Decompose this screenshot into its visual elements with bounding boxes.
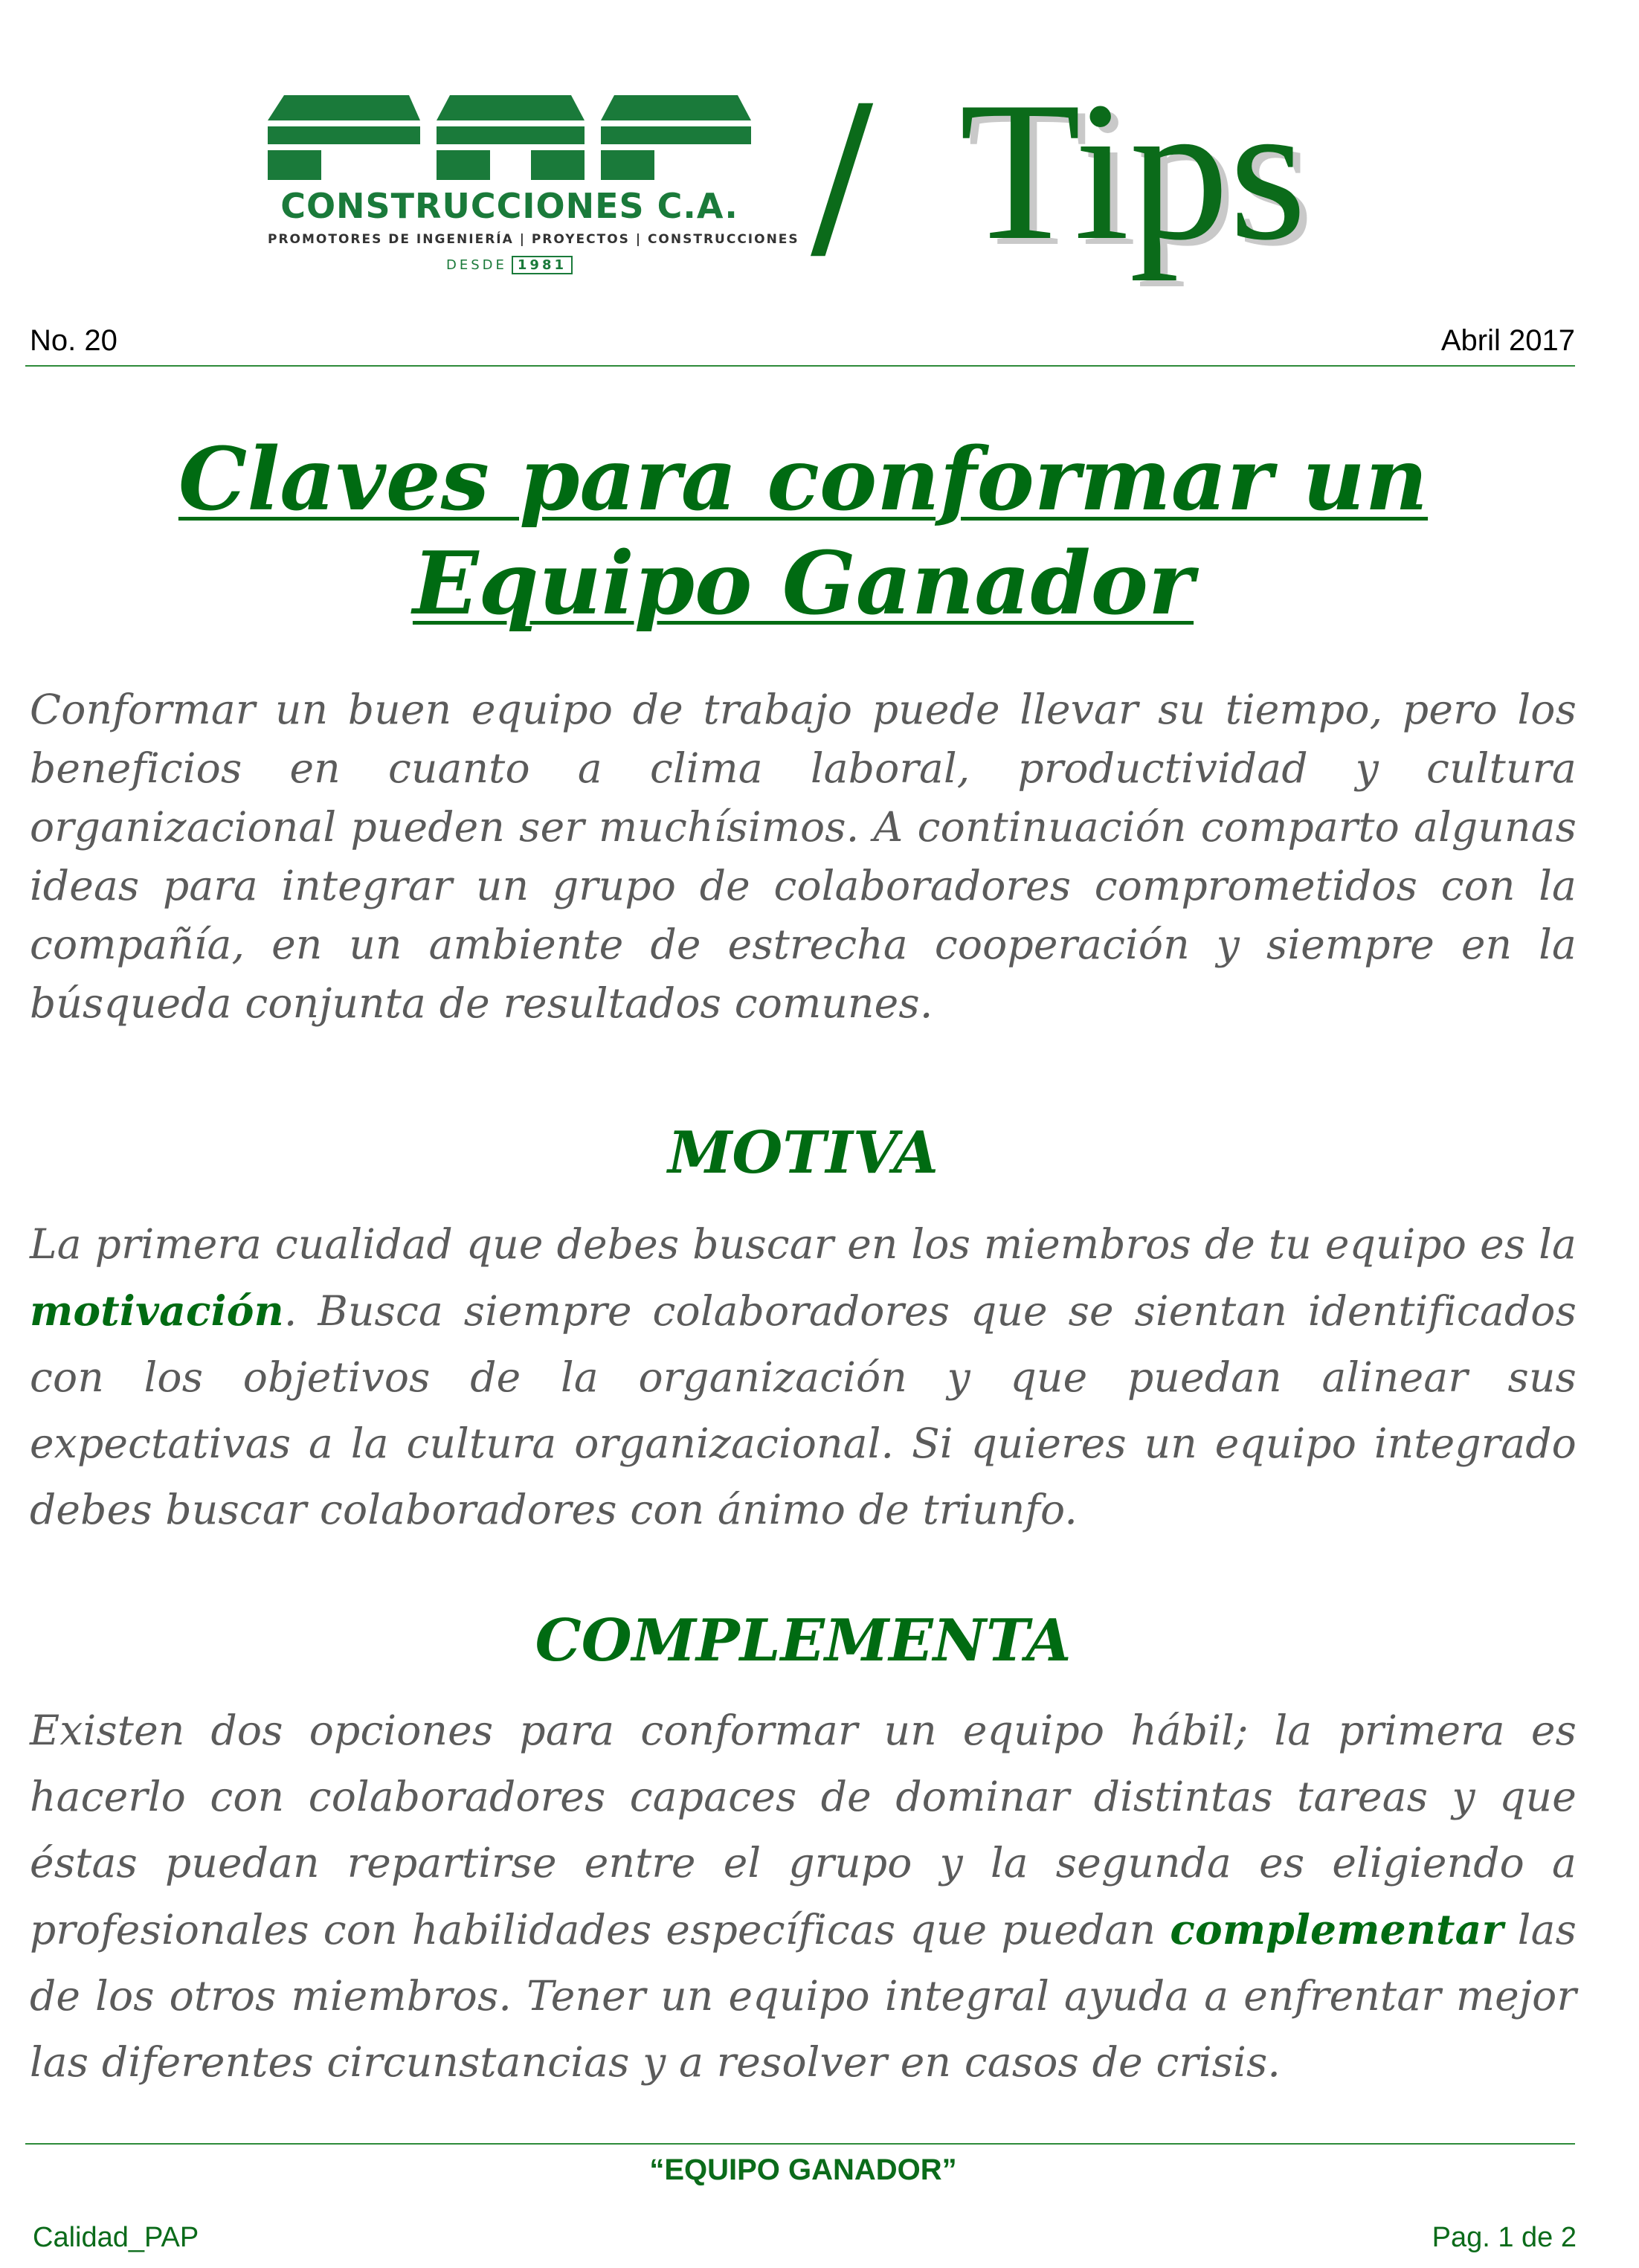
logo-tagline: PROMOTORES DE INGENIERÍA | PROYECTOS | CONSTRUCCIONES — [268, 232, 799, 247]
intro-paragraph: Conformar un buen equipo de trabajo puede llevar su tiempo, pero los beneficios en cuanto a clima laboral, productividad y cultura organizacional pueden ser muchísimos. A continuación comparto algunas ideas para integrar un grupo de colaboradores comprometidos con la compañía, en un ambiente de estrecha cooperación y siempre en la búsqueda conjunta de resultados comunes. — [30, 686, 1577, 1027]
header-divider — [25, 365, 1575, 367]
article-title — [30, 428, 1577, 636]
section-heading-motiva: MOTIVA — [668, 1119, 938, 1187]
footer-divider — [25, 2143, 1575, 2145]
issue-number: No. 20 — [30, 324, 117, 357]
footer-department: Calidad_PAP — [33, 2222, 199, 2253]
highlight-keyword: complementar — [1170, 1905, 1504, 1953]
company-logo — [268, 95, 799, 281]
section-paragraph-motiva — [30, 1211, 1577, 1543]
article-title-line-2: Equipo Ganador — [412, 533, 1194, 634]
issue-date: Abril 2017 — [1440, 324, 1575, 357]
page-number: Pag. 1 de 2 — [1432, 2222, 1577, 2253]
logo-since-year: 1981 — [512, 256, 573, 274]
paragraph-text: . Busca siempre colaboradores que se sientan identificados con los objetivos de la organización y que puedan alinear sus expectativas a la cultura organizacional. Si quieres un equipo integrado debes buscar colaboradores con ánimo de triunfo. — [30, 1287, 1577, 1533]
section-heading-complementa: COMPLEMENTA — [535, 1607, 1072, 1675]
paragraph-text: La primera cualidad que debes buscar en los miembros de tu equipo es la — [30, 1220, 1577, 1268]
paragraph-text: Existen dos opciones para conformar un equipo hábil; la primera es hacerlo con colaboradores capaces de dominar distintas tareas y que éstas puedan repartirse entre el grupo y la segunda es eligiendo a profesionales con habilidades específicas que puedan — [30, 1707, 1577, 1953]
highlight-keyword: motivación — [30, 1286, 284, 1335]
logo-company-name: CONSTRUCCIONES C.A. — [280, 186, 738, 226]
section-paragraph-complementa — [30, 1698, 1577, 2095]
tips-slash: / — [811, 66, 874, 283]
tips-wordmark: Tips — [959, 60, 1307, 281]
paragraph-text: las de los otros miembros. Tener un equipo integral ayuda a enfrentar mejor las diferentes circunstancias y a resolver en casos de crisis. — [30, 1906, 1577, 2086]
logo-since — [268, 256, 751, 274]
pap-letters-logo-icon — [268, 95, 751, 181]
logo-since-label: DESDE — [445, 257, 507, 273]
footer-title: “EQUIPO GANADOR” — [649, 2153, 957, 2186]
article-title-line-1: Claves para conformar un — [178, 429, 1429, 530]
